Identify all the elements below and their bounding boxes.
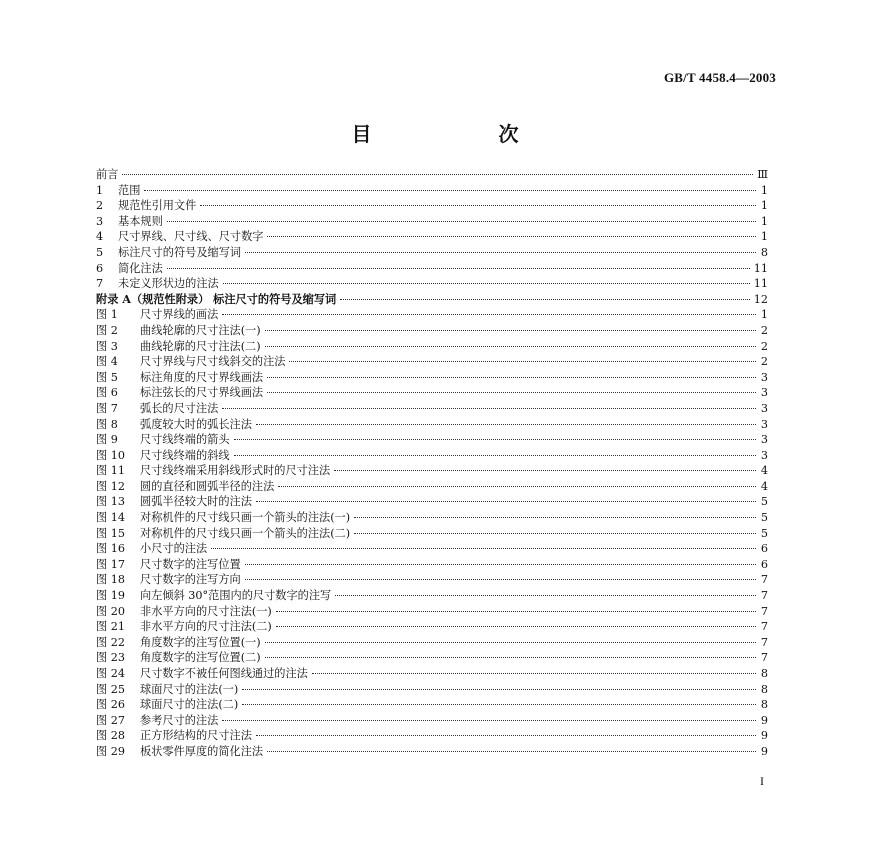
toc-entry-number: 图 11 bbox=[96, 464, 125, 478]
toc-leader-dots bbox=[144, 190, 756, 191]
toc-entry-page: 3 bbox=[760, 433, 768, 447]
toc-entry-page: 4 bbox=[760, 479, 768, 493]
toc-leader-dots bbox=[265, 330, 756, 331]
toc-entry-label: 非水平方向的尺寸注法(一) bbox=[140, 604, 272, 618]
toc-entry-page: 3 bbox=[760, 417, 768, 431]
toc-entry-label: 圆的直径和圆弧半径的注法 bbox=[140, 479, 275, 493]
toc-entry-label: 参考尺寸的注法 bbox=[140, 713, 219, 727]
toc-entry-label: 圆弧半径较大时的注法 bbox=[140, 495, 252, 509]
toc-entry-page: Ⅲ bbox=[757, 168, 768, 181]
toc-entry-page: 1 bbox=[760, 199, 768, 213]
toc-leader-dots bbox=[276, 611, 756, 612]
toc-entry[interactable] bbox=[96, 214, 768, 230]
toc-entry-label: 尺寸线终端采用斜线形式时的尺寸注法 bbox=[140, 464, 331, 478]
page-number: I bbox=[760, 774, 764, 788]
toc-entry-page: 1 bbox=[760, 183, 768, 197]
toc-entry-label: 规范性引用文件 bbox=[118, 199, 197, 213]
toc-entry-page: 2 bbox=[760, 323, 768, 337]
toc-entry-number: 图 6 bbox=[96, 386, 118, 400]
toc-leader-dots bbox=[256, 735, 756, 736]
toc-entry[interactable] bbox=[96, 572, 768, 588]
toc-entry-number: 图 7 bbox=[96, 401, 118, 415]
toc-entry[interactable] bbox=[96, 307, 768, 323]
toc-entry-label: 向左倾斜 30°范围内的尺寸数字的注写 bbox=[140, 589, 332, 603]
toc-entry-page: 7 bbox=[760, 604, 768, 618]
page-title: 目 次 bbox=[351, 122, 579, 146]
toc-entry-label: 尺寸线终端的箭头 bbox=[140, 433, 230, 447]
toc-entry-number: 图 20 bbox=[96, 604, 125, 618]
toc-entry-page: 7 bbox=[760, 589, 768, 603]
toc-leader-dots bbox=[278, 486, 756, 487]
toc-leader-dots bbox=[211, 548, 756, 549]
toc-leader-dots bbox=[122, 174, 753, 175]
toc-leader-dots bbox=[334, 470, 756, 471]
toc-entry-label: 尺寸线终端的斜线 bbox=[140, 448, 230, 462]
toc-entry-page: 12 bbox=[753, 292, 768, 306]
toc-entry[interactable] bbox=[96, 183, 768, 199]
toc-entry-label: 角度数字的注写位置(一) bbox=[140, 635, 261, 649]
toc-entry-number: 图 2 bbox=[96, 323, 118, 337]
toc-entry[interactable] bbox=[96, 167, 768, 183]
toc-entry[interactable] bbox=[96, 666, 768, 682]
toc-entry-number: 图 26 bbox=[96, 698, 125, 712]
toc-entry-number: 图 28 bbox=[96, 729, 125, 743]
toc-entry-page: 5 bbox=[760, 526, 768, 540]
toc-entry[interactable] bbox=[96, 385, 768, 401]
toc-entry-page: 3 bbox=[760, 386, 768, 400]
toc-entry-label: 弧度较大时的弧长注法 bbox=[140, 417, 252, 431]
toc-leader-dots bbox=[265, 346, 756, 347]
toc-entry-page: 7 bbox=[760, 651, 768, 665]
toc-entry[interactable] bbox=[96, 276, 768, 292]
toc-leader-dots bbox=[265, 657, 756, 658]
toc-leader-dots bbox=[256, 424, 756, 425]
toc-entry-page: 11 bbox=[753, 277, 768, 291]
toc-entry-page: 1 bbox=[760, 308, 768, 322]
toc-entry[interactable] bbox=[96, 401, 768, 417]
toc-entry-label: 尺寸数字的注写位置 bbox=[140, 557, 241, 571]
toc-entry-number: 6 bbox=[96, 261, 104, 275]
toc-entry-number: 图 18 bbox=[96, 573, 125, 587]
toc-entry-page: 9 bbox=[760, 729, 768, 743]
toc-entry-page: 8 bbox=[760, 682, 768, 696]
toc-entry-number: 图 19 bbox=[96, 589, 125, 603]
toc-entry-label: 简化注法 bbox=[118, 261, 163, 275]
toc-entry-page: 7 bbox=[760, 573, 768, 587]
toc-entry[interactable] bbox=[96, 588, 768, 604]
toc-leader-dots bbox=[354, 533, 756, 534]
toc-entry[interactable] bbox=[96, 479, 768, 495]
toc-entry-number: 5 bbox=[96, 245, 104, 259]
toc-entry-label: 板状零件厚度的简化注法 bbox=[140, 744, 264, 758]
toc-entry-number: 图 12 bbox=[96, 479, 125, 493]
toc-entry[interactable] bbox=[96, 635, 768, 651]
toc-leader-dots bbox=[267, 236, 756, 237]
toc-entry-number: 图 9 bbox=[96, 433, 118, 447]
toc-entry-number: 图 16 bbox=[96, 542, 125, 556]
toc-entry[interactable] bbox=[96, 261, 768, 277]
toc-entry-page: 8 bbox=[760, 245, 768, 259]
toc-entry[interactable] bbox=[96, 650, 768, 666]
toc-entry[interactable] bbox=[96, 370, 768, 386]
toc-leader-dots bbox=[256, 501, 756, 502]
toc-entry-page: 1 bbox=[760, 214, 768, 228]
toc-leader-dots bbox=[242, 689, 756, 690]
toc-entry-page: 11 bbox=[753, 261, 768, 275]
toc-leader-dots bbox=[276, 626, 756, 627]
toc-entry-number: 图 24 bbox=[96, 667, 125, 680]
toc-entry-number: 图 4 bbox=[96, 355, 118, 369]
toc-entry[interactable] bbox=[96, 557, 768, 573]
toc-entry-label: 尺寸数字的注写方向 bbox=[140, 573, 241, 587]
toc-entry-label: 尺寸数字不被任何图线通过的注法 bbox=[140, 667, 308, 680]
toc-entry[interactable] bbox=[96, 619, 768, 635]
toc-entry-number: 3 bbox=[96, 214, 104, 228]
toc-leader-dots bbox=[223, 283, 750, 284]
toc-entry[interactable] bbox=[96, 354, 768, 370]
toc-entry-label: 尺寸界线的画法 bbox=[140, 308, 219, 322]
toc-entry-number: 图 17 bbox=[96, 557, 125, 571]
toc-entry[interactable] bbox=[96, 604, 768, 620]
toc-entry-label: 正方形结构的尺寸注法 bbox=[140, 729, 252, 743]
toc-entry-page: 9 bbox=[760, 744, 768, 758]
toc-entry-page: 3 bbox=[760, 370, 768, 384]
toc-entry-label: 曲线轮廓的尺寸注法(二) bbox=[140, 339, 261, 353]
toc-entry-page: 1 bbox=[760, 230, 768, 244]
toc-entry-label: 弧长的尺寸注法 bbox=[140, 401, 219, 415]
toc-entry-page: 6 bbox=[760, 542, 768, 556]
standard-code: GB/T 4458.4—2003 bbox=[663, 70, 776, 85]
toc-entry-label: 对称机件的尺寸线只画一个箭头的注法(一) bbox=[140, 511, 351, 525]
toc-entry[interactable] bbox=[96, 463, 768, 479]
toc-entry[interactable] bbox=[96, 339, 768, 355]
toc-entry[interactable] bbox=[96, 510, 768, 526]
toc-entry-number: 图 5 bbox=[96, 370, 118, 384]
toc-entry-label: 标注角度的尺寸界线画法 bbox=[140, 370, 264, 384]
toc-entry-label: 标注弦长的尺寸界线画法 bbox=[140, 386, 264, 400]
toc-entry-label: 基本规则 bbox=[118, 214, 163, 228]
toc-entry-page: 2 bbox=[760, 355, 768, 369]
toc-entry-page: 3 bbox=[760, 401, 768, 415]
toc-entry-page: 7 bbox=[760, 620, 768, 634]
toc-entry-label: 角度数字的注写位置(二) bbox=[140, 651, 261, 665]
toc-leader-dots bbox=[245, 252, 756, 253]
toc-leader-dots bbox=[167, 268, 750, 269]
toc-entry[interactable] bbox=[96, 494, 768, 510]
toc-leader-dots bbox=[167, 221, 756, 222]
toc-leader-dots bbox=[245, 564, 756, 565]
table-of-contents bbox=[96, 167, 768, 760]
toc-entry-number: 图 21 bbox=[96, 620, 125, 634]
toc-leader-dots bbox=[312, 673, 756, 674]
toc-entry-page: 5 bbox=[760, 511, 768, 525]
toc-leader-dots bbox=[234, 455, 756, 456]
toc-entry-page: 5 bbox=[760, 495, 768, 509]
toc-entry-number: 1 bbox=[96, 183, 104, 197]
toc-leader-dots bbox=[354, 517, 756, 518]
toc-entry[interactable] bbox=[96, 245, 768, 261]
toc-entry-page: 7 bbox=[760, 635, 768, 649]
toc-entry-page: 8 bbox=[760, 667, 768, 680]
toc-leader-dots bbox=[222, 408, 756, 409]
toc-leader-dots bbox=[234, 439, 756, 440]
toc-entry-number: 4 bbox=[96, 230, 104, 244]
toc-entry-page: 4 bbox=[760, 464, 768, 478]
toc-entry-label: 前言 bbox=[96, 168, 119, 181]
toc-leader-dots bbox=[267, 751, 756, 752]
toc-entry-page: 6 bbox=[760, 557, 768, 571]
toc-entry-number: 图 25 bbox=[96, 682, 125, 696]
toc-entry-label: 标注尺寸的符号及缩写词 bbox=[118, 245, 242, 259]
toc-leader-dots bbox=[340, 299, 750, 300]
toc-leader-dots bbox=[267, 392, 756, 393]
toc-entry[interactable] bbox=[96, 229, 768, 245]
toc-entry[interactable] bbox=[96, 432, 768, 448]
toc-entry-number: 图 23 bbox=[96, 651, 125, 665]
toc-entry-number: 7 bbox=[96, 277, 104, 291]
toc-entry[interactable] bbox=[96, 448, 768, 464]
toc-entry-label: 尺寸界线与尺寸线斜交的注法 bbox=[140, 355, 286, 369]
toc-entry-label: 未定义形状边的注法 bbox=[118, 277, 219, 291]
toc-entry-page: 8 bbox=[760, 698, 768, 712]
toc-entry-number: 2 bbox=[96, 199, 104, 213]
toc-entry-page: 3 bbox=[760, 448, 768, 462]
toc-entry-label: 附录 A（规范性附录） 标注尺寸的符号及缩写词 bbox=[96, 291, 337, 306]
toc-entry-label: 球面尺寸的注法(一) bbox=[140, 682, 239, 696]
toc-entry-label: 对称机件的尺寸线只画一个箭头的注法(二) bbox=[140, 526, 351, 540]
toc-entry-label: 曲线轮廓的尺寸注法(一) bbox=[140, 323, 261, 337]
toc-entry-label: 球面尺寸的注法(二) bbox=[140, 698, 239, 712]
toc-entry-label: 非水平方向的尺寸注法(二) bbox=[140, 620, 272, 634]
toc-leader-dots bbox=[267, 377, 756, 378]
toc-entry[interactable] bbox=[96, 526, 768, 542]
toc-entry-number: 图 13 bbox=[96, 495, 125, 509]
toc-entry[interactable] bbox=[96, 292, 768, 308]
toc-entry[interactable] bbox=[96, 323, 768, 339]
toc-leader-dots bbox=[265, 642, 756, 643]
toc-entry[interactable] bbox=[96, 697, 768, 713]
toc-entry-label: 小尺寸的注法 bbox=[140, 542, 208, 556]
toc-entry-number: 图 1 bbox=[96, 308, 118, 322]
toc-entry[interactable] bbox=[96, 713, 768, 729]
toc-leader-dots bbox=[245, 579, 756, 580]
toc-leader-dots bbox=[335, 595, 756, 596]
toc-leader-dots bbox=[200, 205, 756, 206]
toc-entry-number: 图 10 bbox=[96, 448, 125, 462]
toc-entry-number: 图 22 bbox=[96, 635, 125, 649]
toc-entry[interactable] bbox=[96, 682, 768, 698]
toc-entry-number: 图 15 bbox=[96, 526, 125, 540]
toc-entry-page: 2 bbox=[760, 339, 768, 353]
toc-leader-dots bbox=[222, 314, 756, 315]
toc-entry-number: 图 29 bbox=[96, 744, 125, 758]
toc-leader-dots bbox=[242, 704, 756, 705]
toc-entry[interactable] bbox=[96, 198, 768, 214]
toc-entry-page: 9 bbox=[760, 713, 768, 727]
toc-entry-number: 图 27 bbox=[96, 713, 125, 727]
toc-entry-label: 范围 bbox=[118, 183, 141, 197]
toc-entry-number: 图 14 bbox=[96, 511, 125, 525]
toc-entry[interactable] bbox=[96, 728, 768, 744]
toc-entry[interactable] bbox=[96, 744, 768, 760]
toc-entry[interactable] bbox=[96, 541, 768, 557]
toc-leader-dots bbox=[222, 720, 756, 721]
toc-entry-number: 图 3 bbox=[96, 339, 118, 353]
toc-leader-dots bbox=[289, 361, 756, 362]
toc-entry-number: 图 8 bbox=[96, 417, 118, 431]
toc-entry-label: 尺寸界线、尺寸线、尺寸数字 bbox=[118, 230, 264, 244]
toc-entry[interactable] bbox=[96, 417, 768, 433]
